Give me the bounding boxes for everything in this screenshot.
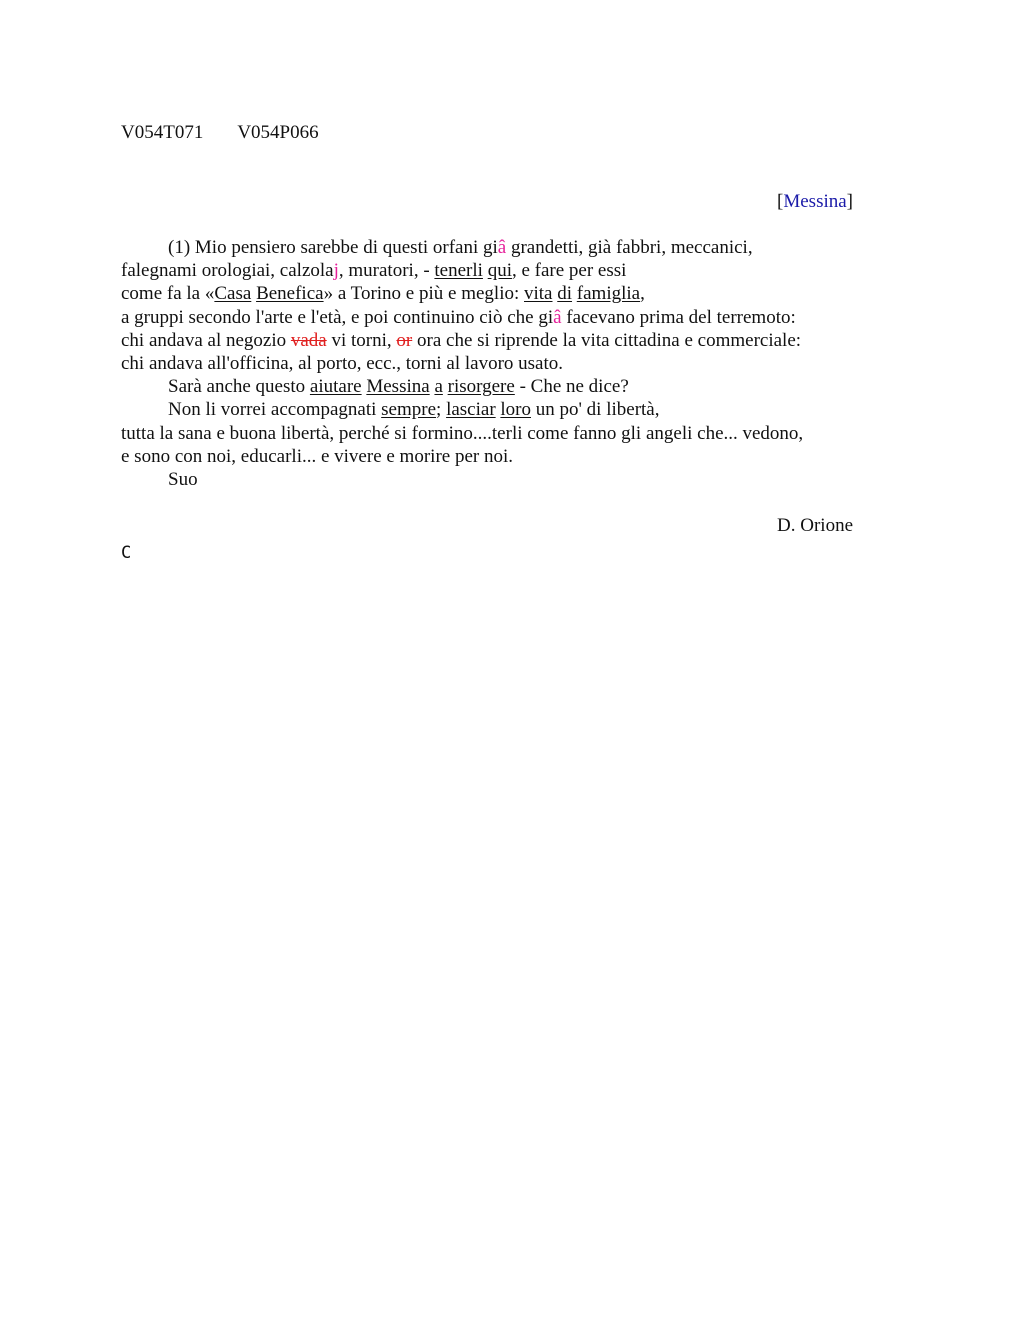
underlined-word: a: [434, 376, 443, 398]
letter-line: chi andava all'officina, al porto, ecc., torni al lavoro usato.: [121, 352, 564, 374]
letter-line: [121, 398, 861, 421]
place-bracket-open: [: [777, 191, 784, 212]
letter-line: [121, 375, 861, 398]
volume-text-id: V054T071: [121, 122, 204, 143]
text-run: facevano prima del terremoto:: [561, 306, 796, 328]
text-run: ;: [436, 399, 447, 421]
text-run: Non li vorrei accompagnati: [168, 399, 382, 421]
letter-line: [121, 259, 861, 282]
volume-page-id: V054P066: [237, 122, 319, 143]
correction-mark: â: [553, 306, 562, 328]
underlined-word: loro: [500, 399, 531, 421]
place-heading: [777, 190, 853, 213]
text-run: , muratori, -: [338, 260, 435, 282]
text-run: - Che ne dice?: [514, 376, 629, 398]
underlined-word: aiutare: [309, 376, 362, 398]
text-run: vi torni,: [326, 329, 397, 351]
text-run: » a Torino e più e meglio:: [323, 283, 524, 305]
letter-line: [121, 329, 861, 352]
page-mark: C: [121, 543, 132, 563]
text-run: falegnami orologiai, calzola: [121, 260, 334, 282]
letter-line: tutta la sana e buona libertà, perché si formino....terli come fanno gli angeli che... vedono,: [121, 422, 804, 444]
closing-word: Suo: [168, 468, 198, 490]
letter-line: [121, 282, 861, 305]
text-run: a gruppi secondo l'arte e l'età, e poi continuino ciò che gi: [121, 306, 554, 328]
correction-mark: j: [333, 260, 339, 282]
signature: D. Orione: [777, 515, 853, 536]
text-run: ,: [640, 283, 645, 305]
underlined-word: risorgere: [447, 376, 515, 398]
letter-line: [121, 236, 861, 259]
text-run: un po' di libertà,: [531, 399, 660, 421]
underlined-word: sempre: [381, 399, 437, 421]
text-run: come fa la «: [121, 283, 215, 305]
underlined-word: tenerli: [434, 260, 483, 282]
place-bracket-close: ]: [846, 191, 853, 212]
underlined-word: Messina: [366, 376, 430, 398]
text-run: ora che si riprende la vita cittadina e commerciale:: [412, 329, 802, 351]
underlined-word: lasciar: [446, 399, 496, 421]
deleted-word: or: [396, 329, 413, 351]
underlined-word: di: [557, 283, 573, 305]
letter-line: [121, 306, 861, 329]
text-run: grandetti, già fabbri, meccanici,: [506, 237, 753, 258]
letter-line: e sono con noi, educarli... e vivere e morire per noi.: [121, 445, 513, 467]
correction-mark: â: [497, 237, 507, 258]
underlined-word: qui: [487, 260, 512, 282]
underlined-word: famiglia: [576, 283, 641, 305]
underlined-word: Casa: [214, 283, 252, 305]
underlined-word: vita: [524, 283, 553, 305]
underlined-word: Benefica: [256, 283, 324, 305]
deleted-word: vada: [290, 329, 327, 351]
text-run: chi andava al negozio: [121, 329, 291, 351]
place-name: Messina: [783, 191, 847, 212]
text-run: Sarà anche questo: [168, 376, 310, 398]
text-run: , e fare per essi: [511, 260, 627, 282]
text-run: (1) Mio pensiero sarebbe di questi orfani gi: [168, 237, 498, 258]
document-ids: [121, 121, 319, 144]
letter-body: [121, 236, 861, 491]
